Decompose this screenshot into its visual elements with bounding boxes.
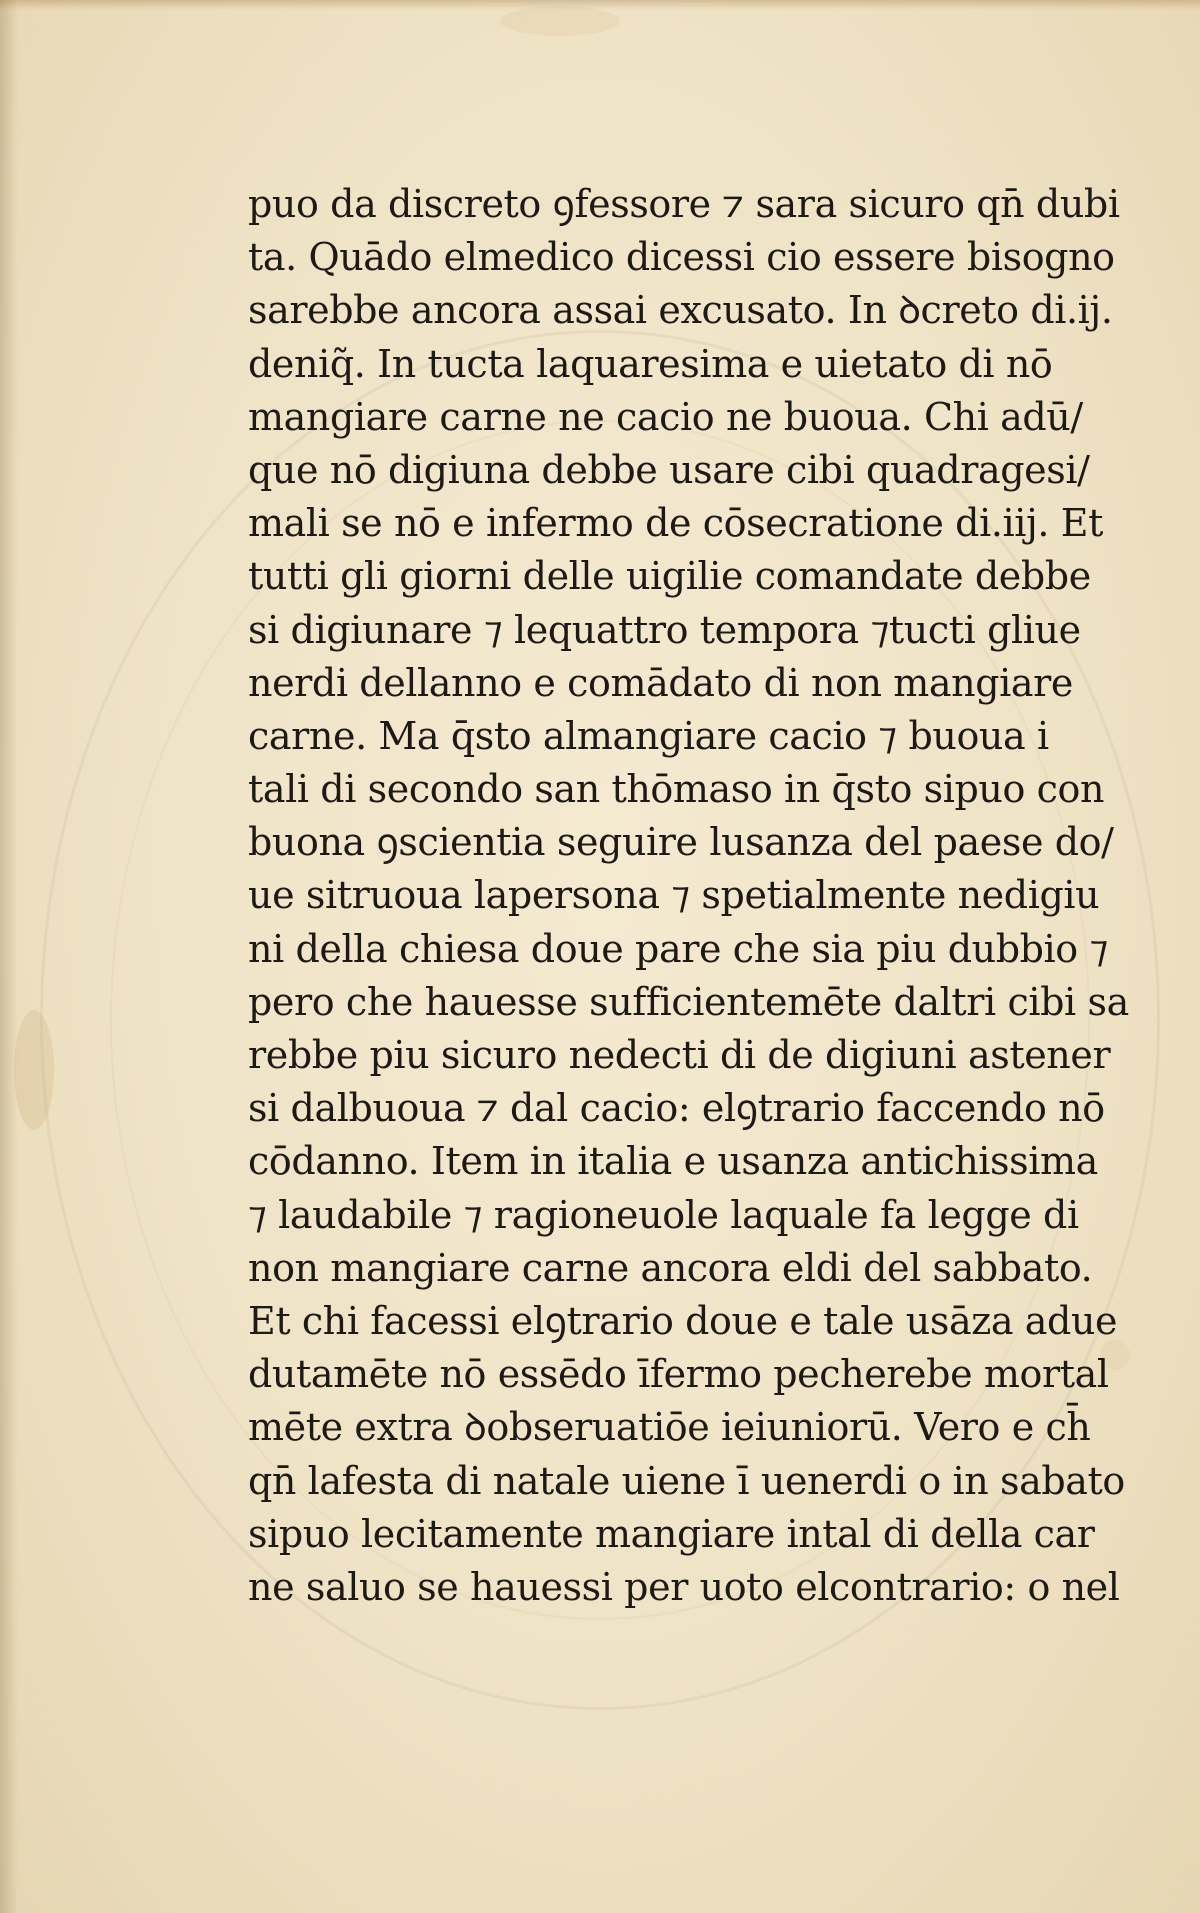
text-line: non mangiare carne ancora eldi del sabbato. — [248, 1245, 1093, 1290]
text-line: deniq̃. In tucta laquaresima e uietato di nō — [248, 341, 1053, 386]
text-line: qn̄ lafesta di natale uiene ī uenerdi o in sabato — [248, 1458, 1125, 1503]
text-line: dutamēte nō essēdo īfermo pecherebe mortal — [248, 1352, 1109, 1397]
text-line: si digiunare ⁊ lequattro tempora ⁊tucti gliue — [248, 607, 1081, 652]
page-left-edge — [0, 0, 18, 1913]
text-line: ne saluo se hauessi per uoto elcontrario: o nel — [248, 1564, 1120, 1609]
text-line: mangiare carne ne cacio ne buoua. Chi adū/ — [248, 394, 1083, 439]
text-line: tali di secondo san thōmaso in q̄sto sipuo con — [248, 767, 1105, 812]
text-line: si dalbuoua ⁊ dal cacio: elꝯtrario faccendo nō — [248, 1086, 1105, 1131]
text-line: que nō digiuna debbe usare cibi quadragesi/ — [248, 447, 1090, 492]
foxing-stain — [500, 6, 620, 36]
text-line: ⁊ laudabile ⁊ ragioneuole laquale fa legge di — [248, 1192, 1079, 1237]
text-line: ta. Quādo elmedico dicessi cio essere bisogno — [248, 235, 1115, 280]
page-top-edge — [0, 0, 1200, 10]
text-line: ue sitruoua lapersona ⁊ spetialmente nedigiu — [248, 873, 1100, 918]
text-line: Et chi facessi elꝯtrario doue e tale usāza adue — [248, 1298, 1118, 1343]
text-line: buona ꝯscientia seguire lusanza del paese do/ — [248, 820, 1114, 865]
text-line: cōdanno. Item in italia e usanza antichissima — [248, 1139, 1098, 1184]
text-line: ni della chiesa doue pare che sia piu dubbio ⁊ — [248, 926, 1108, 971]
text-line: puo da discreto ꝯfessore ⁊ sara sicuro qn̄ dubi — [248, 182, 1120, 226]
text-line: rebbe piu sicuro nedecti di de digiuni astener — [248, 1033, 1111, 1077]
foxing-stain — [14, 1010, 54, 1130]
text-line: pero che hauesse sufficientemēte daltri cibi sa — [248, 979, 1129, 1024]
text-line: sarebbe ancora assai excusato. In ꝺcreto di.ij. — [248, 288, 1113, 333]
text-line: carne. Ma q̄sto almangiare cacio ⁊ buoua i — [248, 713, 1049, 758]
text-line: sipuo lecitamente mangiare intal di della car — [248, 1511, 1095, 1556]
text-line: mēte extra ꝺobseruatiōe ieiuniorū. Vero e ch̄ — [248, 1405, 1091, 1450]
text-line: nerdi dellanno e comādato di non mangiare — [248, 660, 1073, 705]
text-line: mali se nō e infermo de cōsecratione di.iij. Et — [248, 501, 1103, 546]
text-line: tutti gli giorni delle uigilie comandate debbe — [248, 554, 1091, 599]
text-block — [248, 178, 1129, 1614]
